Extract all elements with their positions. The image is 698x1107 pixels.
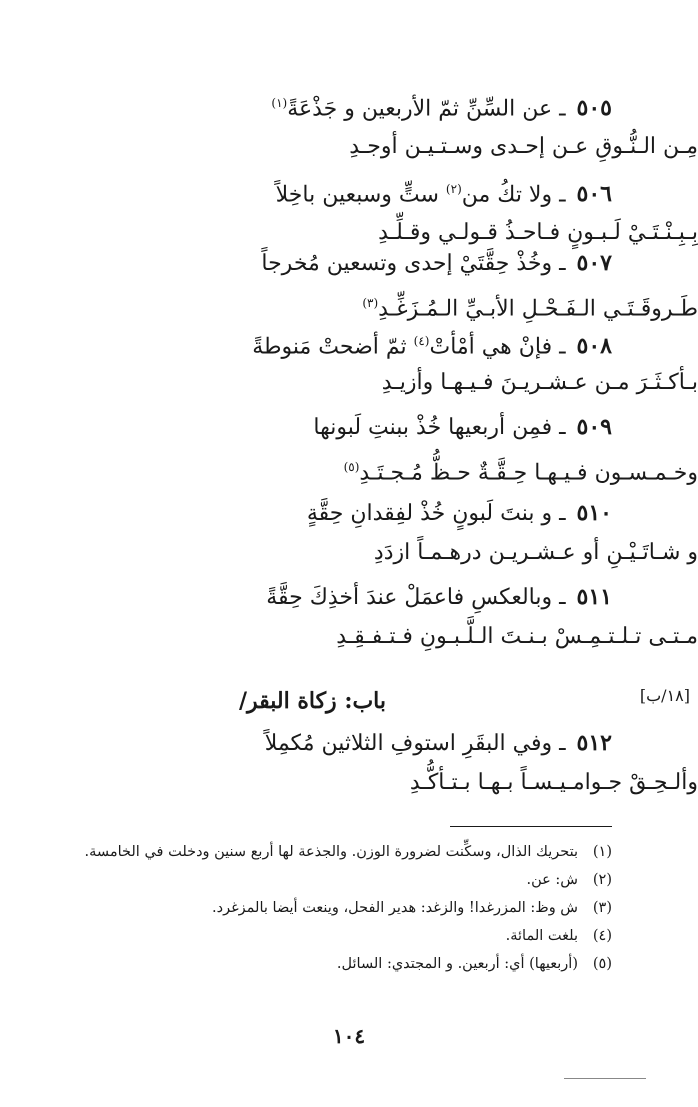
footnote-5 — [12, 950, 612, 978]
hemistich-text: طَـروقَـتَـي الـفَـحْـلِ الأبـيِّ الـمُـزَغِّـدِ — [378, 296, 698, 322]
footnote-ref: (٥) — [343, 460, 360, 474]
verse-505-first-hemistich — [271, 88, 612, 124]
hemistich-text: بـأكـثَـرَ مـن عـشـريـنَ فـيـهـا وأزيـدِ — [381, 370, 698, 395]
hemistich-text: ـ وبالعكسِ فاعمَلْ عندَ أخذِكَ حِقَّةً — [266, 585, 566, 610]
verse-510-first-hemistich — [307, 498, 612, 529]
hemistich-text-continued: ستٍّ وسبعين باخِلاً — [275, 182, 446, 208]
footnote-2 — [12, 866, 612, 894]
footnote-ref: (٤) — [413, 334, 430, 348]
verse-511-first-hemistich — [266, 582, 612, 613]
footnote-4 — [12, 922, 612, 950]
verse-508-first-hemistich — [252, 326, 612, 362]
verse-509-second-hemistich — [14, 452, 698, 488]
footnote-ref: (٢) — [445, 182, 462, 196]
hemistich-text: ـ وخُذْ حِقَّتَيْ إحدى وتسعين مُخرجاً — [261, 251, 566, 276]
verse-number: ٥١٢ — [576, 730, 612, 756]
hemistich-text: مـتـى تـلـتـمِـسْ بـنـتَ الـلَّـبـونِ فـتـفـقِـدِ — [336, 624, 698, 649]
verse-507-first-hemistich — [261, 248, 612, 279]
verse-508-second-hemistich — [14, 368, 698, 398]
hemistich-text: وألـحِـقْ جـوامـيـسـاً بـهـا بـتـأكُّـدِ — [409, 770, 698, 795]
verse-509-first-hemistich — [313, 412, 612, 443]
bottom-divider — [564, 1078, 646, 1079]
verse-506-second-hemistich — [14, 218, 698, 248]
footnotes — [12, 838, 612, 978]
verse-512-first-hemistich — [265, 728, 612, 759]
footnote-3 — [12, 894, 612, 922]
section-heading: باب: زكاة البقر/ — [238, 688, 386, 714]
verse-number: ٥٠٦ — [576, 181, 612, 208]
verse-505-second-hemistich — [14, 132, 698, 162]
footnote-text: بتحريك الذال، وسكِّنت لضرورة الوزن. والجذعة لها أربع سنين ودخلت في الخامسة. — [84, 844, 578, 860]
verse-512-second-hemistich — [14, 768, 698, 798]
verse-506-first-hemistich — [276, 174, 612, 210]
verse-number: ٥٠٨ — [576, 333, 612, 360]
footnote-1 — [12, 838, 612, 866]
hemistich-text: بِـبِـنْـتَـيْ لَـبـونٍ فـاحـذُ قـولـي وقـلِّـدِ — [378, 220, 698, 245]
page-number: ١٠٤ — [332, 1024, 366, 1048]
footnote-text: ش: عن. — [526, 872, 578, 888]
verse-510-second-hemistich — [14, 538, 698, 568]
verse-number: ٥٠٩ — [576, 414, 612, 440]
footnote-ref: (٣) — [362, 296, 379, 310]
hemistich-text: ـ عن السِّنِّ ثمّ الأربعين و جَذْعَةً — [287, 96, 566, 122]
folio-marker: [١٨/ب] — [639, 686, 690, 705]
verse-number: ٥٠٥ — [576, 95, 612, 122]
hemistich-text: مِـن الـنُّـوقِ عـن إحـدى وسـتـيـن أوجـدِ — [349, 134, 698, 159]
footnote-ref: (١) — [271, 96, 288, 110]
hemistich-text: ـ و بنتَ لَبونٍ خُذْ لفِقدانِ حِقَّةٍ — [306, 501, 566, 526]
footnote-text: ش وظ: المزرغدا! والزغد: هدير الفحل، وينعت أيضا بالمزغرد. — [212, 900, 578, 916]
hemistich-text: ـ وفي البقَرِ استوفِ الثلاثين مُكمِلاً — [264, 731, 566, 756]
footnote-number: (١) — [592, 844, 612, 860]
hemistich-text: ـ ولا تكُ من — [461, 182, 566, 208]
verse-number: ٥١٠ — [576, 500, 612, 526]
footnote-number: (٥) — [592, 956, 612, 972]
hemistich-text-continued: ثمّ أضحتْ مَنوطةً — [252, 334, 414, 360]
footnote-number: (٢) — [592, 872, 612, 888]
hemistich-text: و شـاتَـيْـنِ أو عـشـريـن درهـمـاً ازدَدِ — [373, 540, 698, 565]
verse-number: ٥٠٧ — [576, 250, 612, 276]
hemistich-text: ـ فمِن أربعيها خُذْ ببنتِ لَبونها — [313, 415, 566, 440]
footnote-text: بلغت المائة. — [505, 928, 578, 944]
verse-507-second-hemistich — [14, 288, 698, 324]
hemistich-text: ـ فإنْ هي أمْأتْ — [429, 334, 566, 360]
hemistich-text: وخـمـسـون فـيـهـا حِـقَّـةٌ حـظُّ مُـجـتَـدِ — [359, 460, 698, 486]
footnote-number: (٤) — [592, 928, 612, 944]
footnote-number: (٣) — [592, 900, 612, 916]
footnote-text: (أربعيها) أي: أربعين. و المجتدي: السائل. — [336, 956, 578, 972]
verse-number: ٥١١ — [576, 584, 612, 610]
verse-511-second-hemistich — [14, 622, 698, 652]
footnote-separator — [450, 826, 612, 827]
